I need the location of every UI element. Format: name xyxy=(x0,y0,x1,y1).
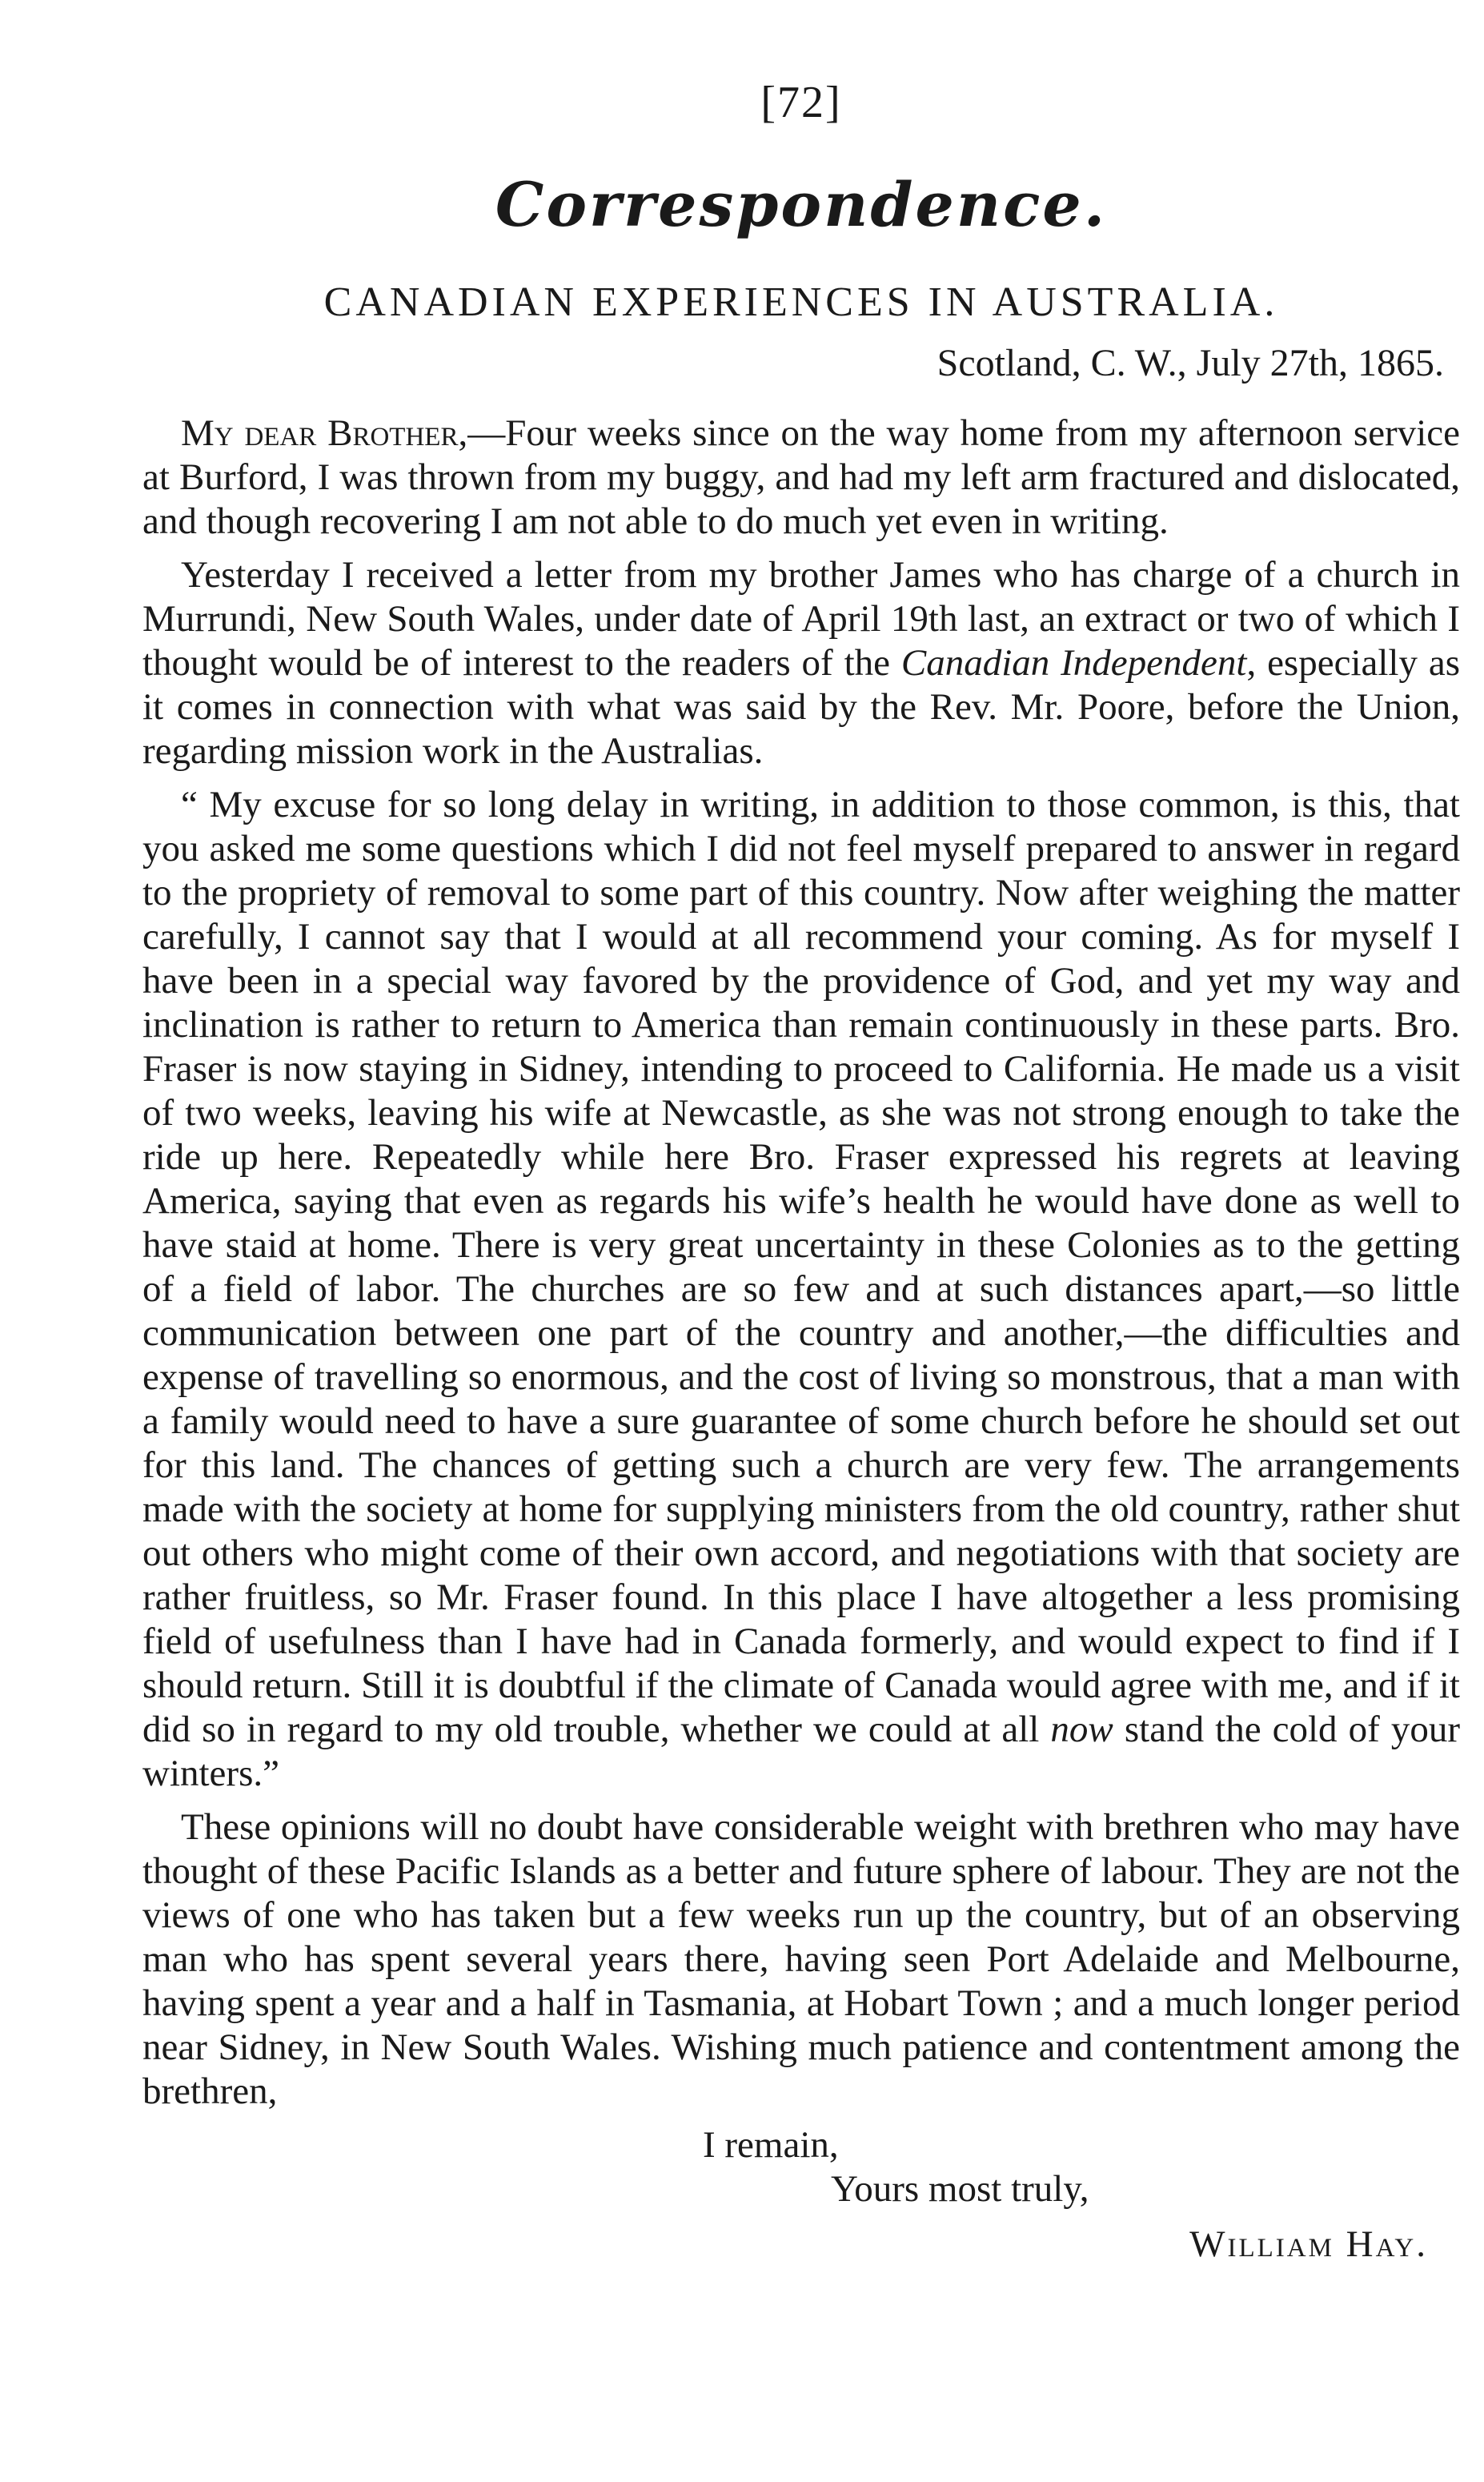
paragraph-2-text-start: Yesterday I received a letter from my brother James who has charge of a church in Murrundi, New South Wales, under date of April 19th last, an extract or two of which I thought would be of interest to the readers of the xyxy=(142,554,1460,684)
letter-body xyxy=(142,412,1460,2114)
italic-emphasis: now xyxy=(1050,1709,1113,1750)
dateline: Scotland, C. W., July 27th, 1865. xyxy=(937,342,1444,384)
paragraph-3-quotation xyxy=(142,783,1460,1796)
letter-closing xyxy=(142,2123,1460,2267)
publication-title: Canadian Independent xyxy=(900,642,1247,684)
signature: William Hay. xyxy=(1189,2223,1428,2265)
article-title: CANADIAN EXPERIENCES IN AUSTRALIA. xyxy=(323,279,1279,325)
quotation-text-start: “ My excuse for so long delay in writing, in addition to those common, is this, that you asked me some questions which I did not feel myself prepared to answer in regard to the propriety of removal to some part of this country. Now after weighing the matter carefully, I cannot say that I would at all recommend your coming. As for myself I have been in a special way favored by the providence of God, and yet my way and inclination is rather to return to America than remain continuously in these parts. Bro. Fraser is now staying in Sidney, intending to proceed to California. He made us a visit of two weeks, leaving his wife at Newcastle, as she was not strong enough to take the ride up here. Repeatedly while here Bro. Fraser expressed his regrets at leaving America, saying that even as regards his wife’s health he would have done as well to have staid at home. There is very great uncertainty in these Colonies as to the getting of a field of labor. The churches are so few and at such distances apart,—so little communication between one part of the country and another,—the difficulties and expense of travelling so enormous, and the cost of living so monstrous, that a man with a family would need to have a sure guarantee of some church before he should set out for this land. The chances of getting such a church are very few. The arrangements made with the society at home for supplying ministers from the old country, rather shut out others who might come of their own accord, and negotiations with that society are rather fruitless, so Mr. Fraser found. In this place I have altogether a less promising field of usefulness than I have had in Canada formerly, and would expect to find if I should return. Still it is doubtful if the climate of Canada would agree with me, and if it did so in regard to my old trouble, whether we could at all xyxy=(142,784,1460,1750)
closing-remain: I remain, xyxy=(703,2124,839,2166)
paragraph-2-text-end: , especially as it comes in connection with what was said by the Rev. Mr. Poore, before the Union, regarding mission work in the Australias. xyxy=(142,642,1460,772)
salutation: My dear Brother, xyxy=(181,412,468,454)
paragraph-4 xyxy=(142,1805,1460,2114)
paragraph-1-text: —Four weeks since on the way home from my afternoon service at Burford, I was thrown from my buggy, and had my left arm fractured and dislocated, and though recovering I am not able to do much yet even in writing. xyxy=(142,412,1460,542)
paragraph-4-text: These opinions will no doubt have considerable weight with brethren who may have thought of these Pacific Islands as a better and future sphere of labour. They are not the views of one who has taken but a few weeks run up the country, but of an observing man who has spent several years there, having seen Port Adelaide and Melbourne, having spent a year and a half in Tasmania, at Hobart Town ; and a much longer period near Sidney, in New South Wales. Wishing much patience and contentment among the brethren, xyxy=(142,1806,1460,2112)
paragraph-1 xyxy=(142,412,1460,544)
page-number: [72] xyxy=(760,78,842,127)
section-heading: Correspondence. xyxy=(495,169,1108,240)
quotation-text-end: stand the cold of your winters.” xyxy=(142,1709,1460,1794)
paragraph-2 xyxy=(142,553,1460,773)
closing-valediction: Yours most truly, xyxy=(831,2168,1089,2210)
